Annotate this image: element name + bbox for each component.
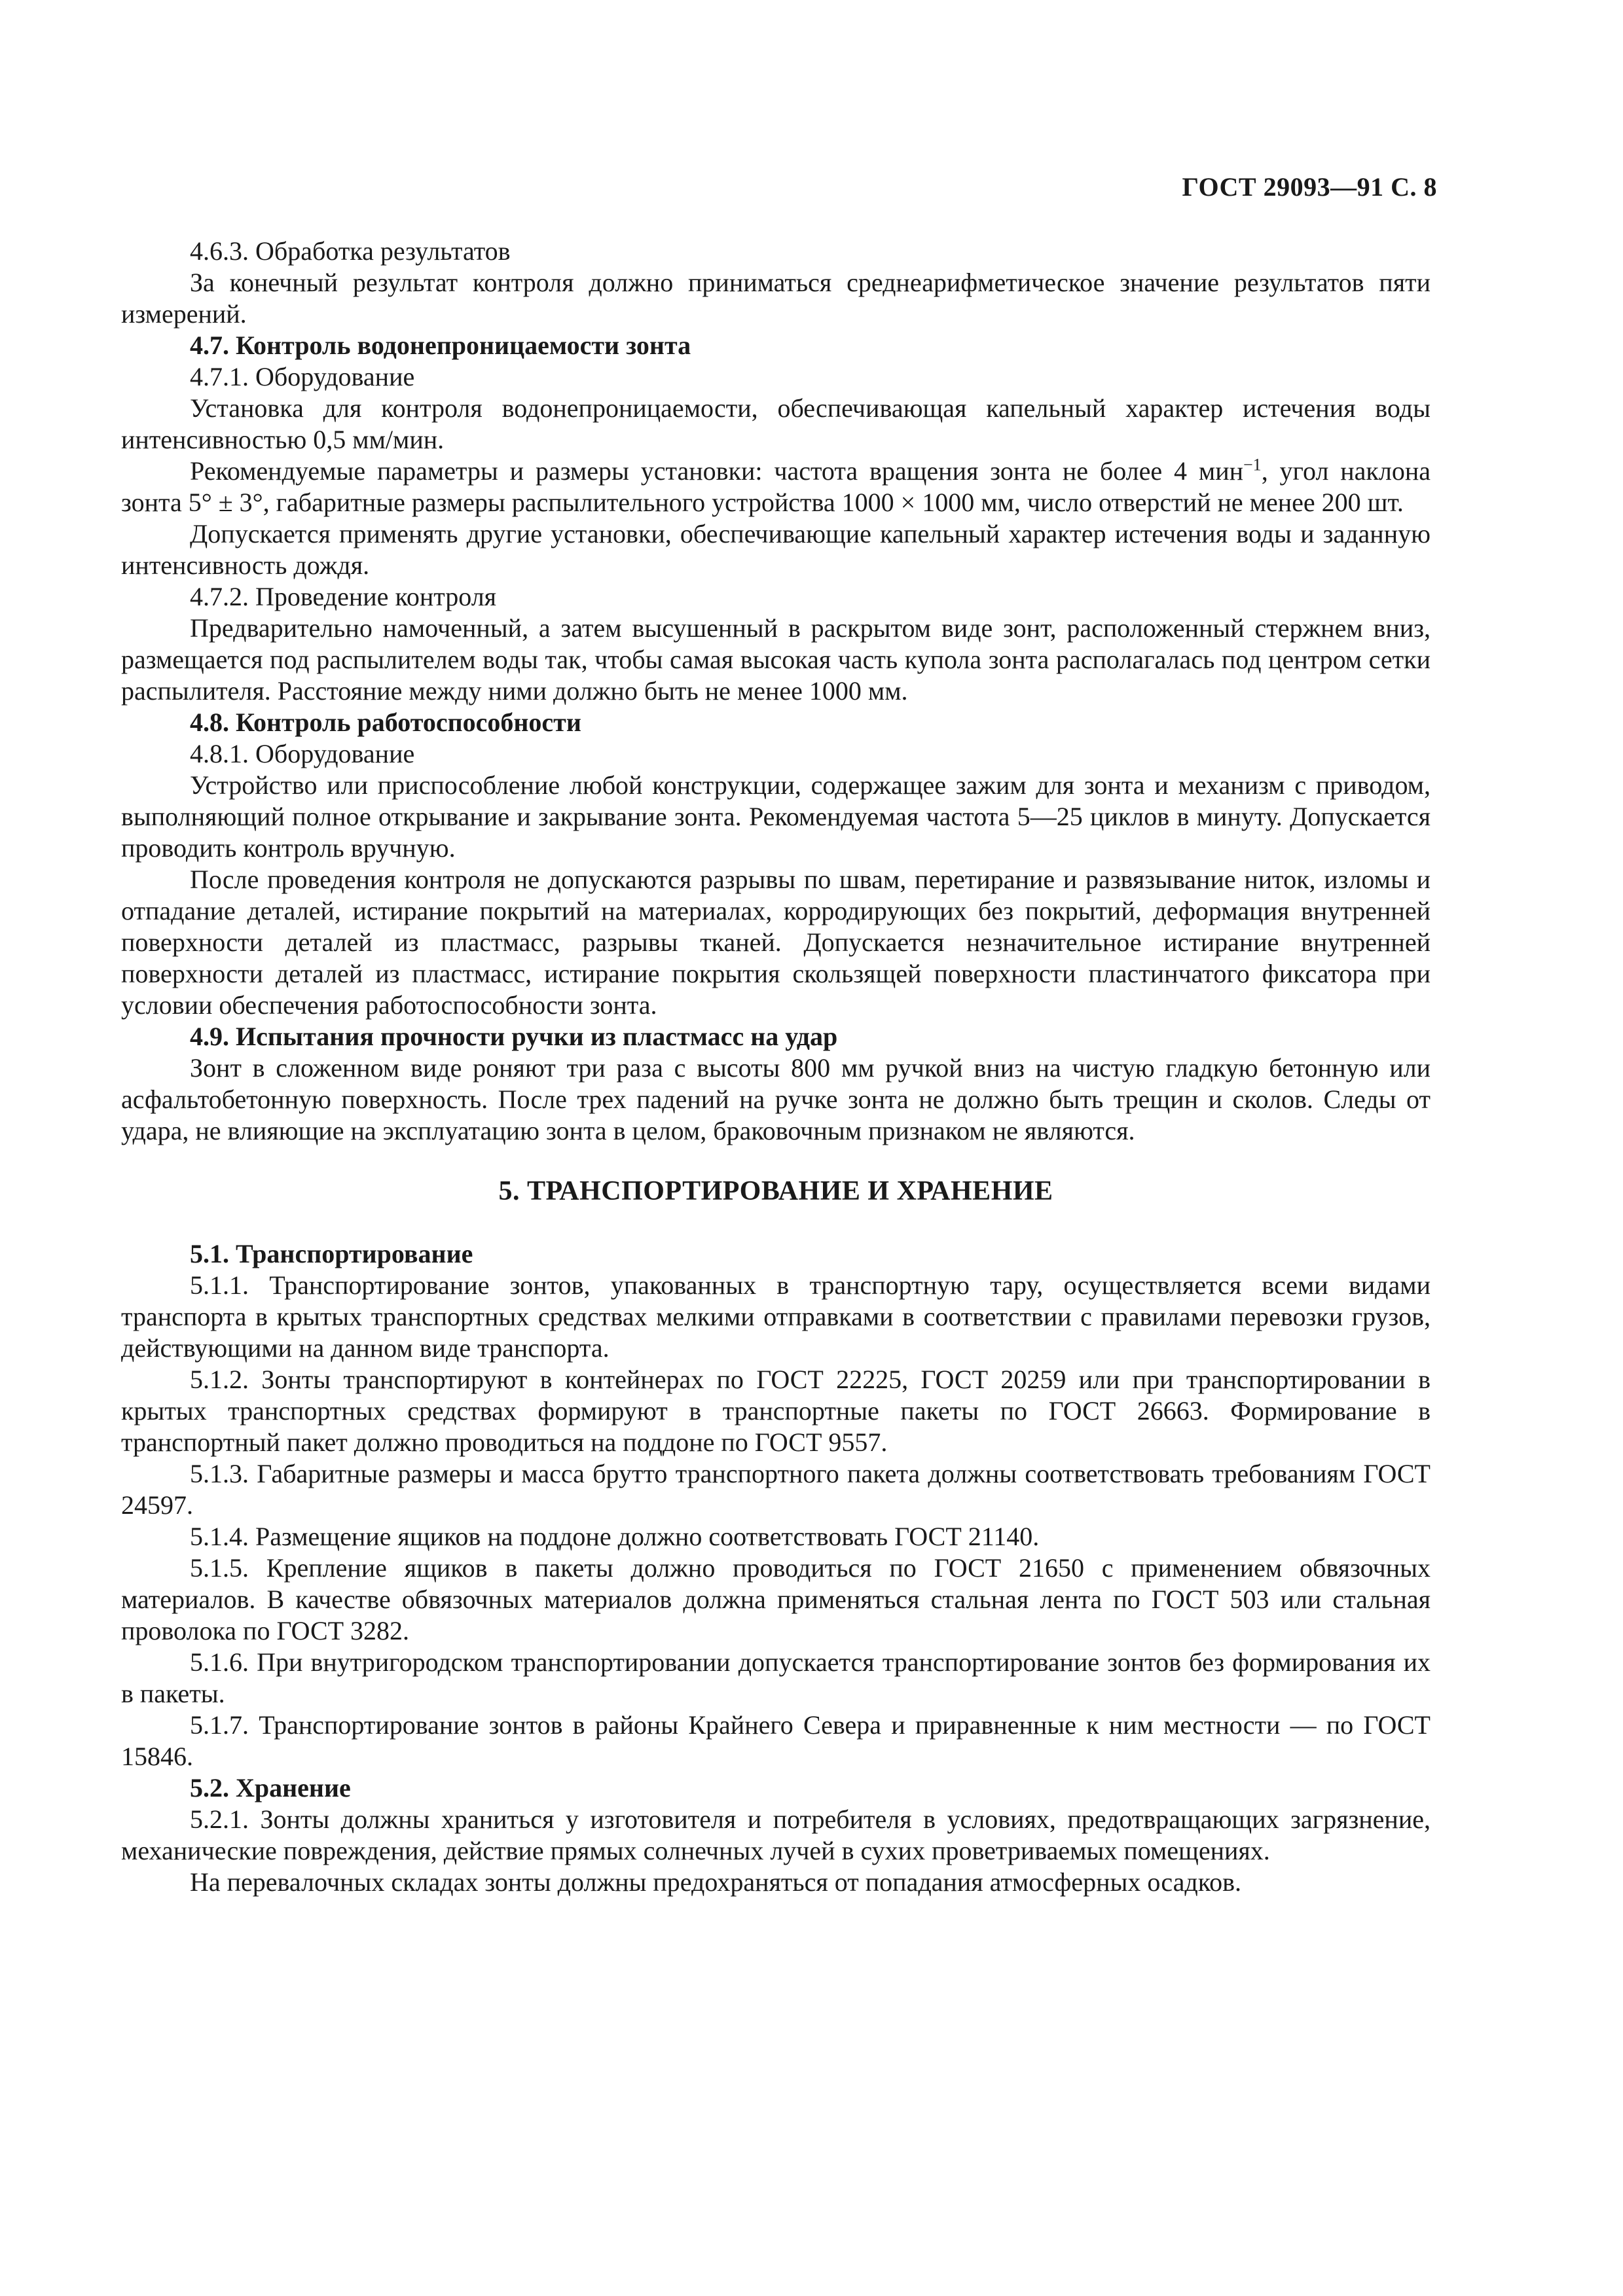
paragraph: Предварительно намоченный, а затем высушенный в раскрытом виде зонт, расположенный стержнем вниз, размещается под распылителем воды так, чтобы самая высокая часть купола зонта располагалась под центром сетки распылителя. Расстояние между ними должно быть не менее 1000 мм. [121,613,1431,706]
subclause-heading: 4.7.1. Оборудование [190,362,415,391]
paragraph: Зонт в сложенном виде роняют три раза с высоты 800 мм ручкой вниз на чистую гладкую бетонную или асфальтобетонную поверхность. После трех падений на ручке зонта не должно быть трещин и сколов. Следы от удара, не влияющие на эксплуатацию зонта в целом, браковочным признаком не являются. [121,1053,1431,1145]
paragraph: 5.1.5. Крепление ящиков в пакеты должно проводиться по ГОСТ 21650 с применением обвязочных материалов. В качестве обвязочных материалов должна применяться стальная лента по ГОСТ 503 или стальная проволока по ГОСТ 3282. [121,1553,1431,1645]
paragraph: 5.2.1. Зонты должны храниться у изготовителя и потребителя в условиях, предотвращающих загрязнение, механические повреждения, действие прямых солнечных лучей в сухих проветриваемых помещениях. [121,1804,1431,1865]
paragraph: Допускается применять другие установки, обеспечивающие капельный характер истечения воды и заданную интенсивность дождя. [121,519,1431,580]
document-body [121,236,1431,1898]
paragraph: За конечный результат контроля должно приниматься среднеарифметическое значение результатов пяти измерений. [121,268,1431,329]
paragraph-text: , угол наклона зонта 5° ± 3°, габаритные размеры распылительного устройства 1000 × 1000 мм, число отверстий не менее 200 шт. [121,456,1431,517]
paragraph: 5.1.1. Транспортирование зонтов, упакованных в транспортную тару, осуществляется всеми видами транспорта в крытых транспортных средствах мелкими отправками в соответствии с правилами перевозки грузов, действующими на данном виде транспорта. [121,1270,1431,1363]
section-title: 5. ТРАНСПОРТИРОВАНИЕ И ХРАНЕНИЕ [498,1176,1053,1206]
clause-heading: 4.7. Контроль водонепроницаемости зонта [190,331,691,360]
superscript: −1 [1243,455,1262,475]
subclause-heading: 4.6.3. Обработка результатов [190,236,511,266]
paragraph [121,456,1431,518]
paragraph: 5.1.2. Зонты транспортируют в контейнерах по ГОСТ 22225, ГОСТ 20259 или при транспортировании в крытых транспортных средствах формируют в транспортные пакеты по ГОСТ 26663. Формирование в транспортный пакет должно проводиться на поддоне по ГОСТ 9557. [121,1365,1431,1457]
paragraph: 5.1.3. Габаритные размеры и масса брутто транспортного пакета должны соответствовать требованиям ГОСТ 24597. [121,1459,1431,1520]
paragraph: 5.1.6. При внутригородском транспортировании допускается транспортирование зонтов без формирования их в пакеты. [121,1647,1431,1708]
clause-heading: 4.9. Испытания прочности ручки из пластмасс на удар [190,1022,838,1051]
paragraph: На перевалочных складах зонты должны предохраняться от попадания атмосферных осадков. [190,1867,1241,1897]
clause-heading: 5.2. Хранение [190,1773,351,1803]
subclause-heading: 4.8.1. Оборудование [190,739,415,768]
paragraph: 5.1.7. Транспортирование зонтов в районы Крайнего Севера и приравненные к ним местности — по ГОСТ 15846. [121,1710,1431,1771]
subclause-heading: 4.7.2. Проведение контроля [190,582,497,611]
paragraph: 5.1.4. Размещение ящиков на поддоне должно соответствовать ГОСТ 21140. [190,1522,1040,1551]
page-header: ГОСТ 29093—91 С. 8 [1182,172,1437,202]
paragraph-text: Рекомендуемые параметры и размеры установки: частота вращения зонта не более 4 мин [190,456,1244,486]
paragraph: После проведения контроля не допускаются разрывы по швам, перетирание и развязывание ниток, изломы и отпадание деталей, истирание покрытий на материалах, корродирующих без покрытий, деформация внутренней поверхности деталей из пластмасс, разрывы тканей. Допускается незначительное истирание внутренней поверхности деталей из пластмасс, истирание покрытия скользящей поверхности пластинчатого фиксатора при условии обеспечения работоспособности зонта. [121,865,1431,1020]
paragraph: Устройство или приспособление любой конструкции, содержащее зажим для зонта и механизм с приводом, выполняющий полное открывание и закрывание зонта. Рекомендуемая частота 5—25 циклов в минуту. Допускается проводить контроль вручную. [121,770,1431,863]
clause-heading: 5.1. Транспортирование [190,1239,473,1268]
clause-heading: 4.8. Контроль работоспособности [190,708,581,737]
paragraph: Установка для контроля водонепроницаемости, обеспечивающая капельный характер истечения воды интенсивностью 0,5 мм/мин. [121,393,1431,454]
